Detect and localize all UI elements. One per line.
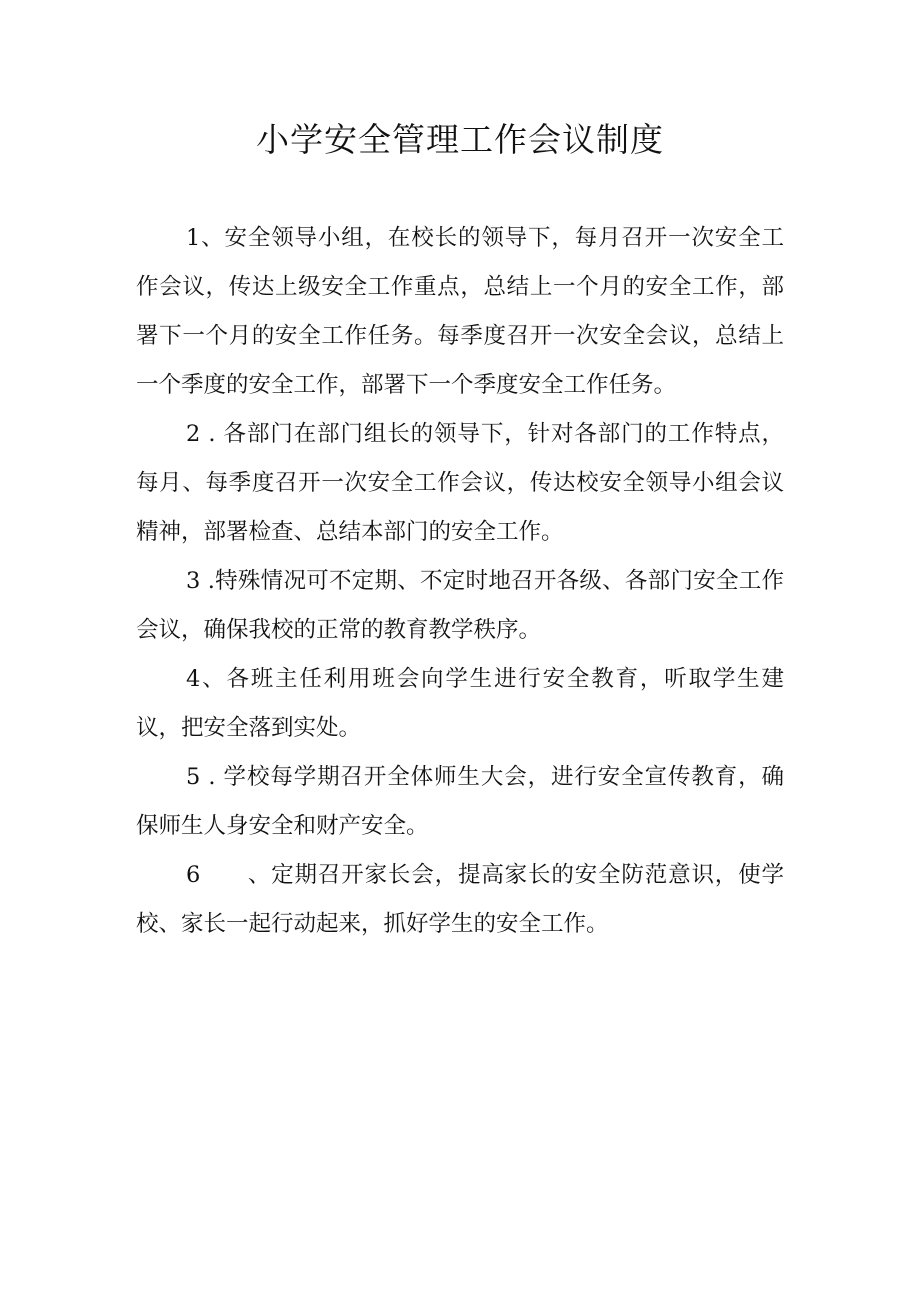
paragraph-2: 2 . 各部门在部门组长的领导下，针对各部门的工作特点，每月、每季度召开一次安全工作会议，传达校安全领导小组会议精神，部署检查、总结本部门的安全工作。: [136, 421, 784, 545]
document-body: [136, 214, 784, 949]
paragraph-1: 1、安全领导小组，在校长的领导下，每月召开一次安全工作会议，传达上级安全工作重点，总结上一个月的安全工作，部署下一个月的安全工作任务。每季度召开一次安全会议，总结上一个季度的安全工作，部署下一个季度安全工作任务。: [136, 225, 784, 398]
paragraph-5: 5 . 学校每学期召开全体师生大会，进行安全宣传教育，确保师生人身安全和财产安全。: [136, 764, 784, 839]
document-title: 小学安全管理工作会议制度: [256, 120, 664, 159]
paragraph-3: 3 .特殊情况可不定期、不定时地召开各级、各部门安全工作会议，确保我校的正常的教育教学秩序。: [136, 568, 784, 643]
paragraph-6: 6 、定期召开家长会，提高家长的安全防范意识，使学校、家长一起行动起来，抓好学生的安全工作。: [136, 862, 784, 937]
paragraph-4: 4、各班主任利用班会向学生进行安全教育，听取学生建议，把安全落到实处。: [136, 666, 784, 741]
